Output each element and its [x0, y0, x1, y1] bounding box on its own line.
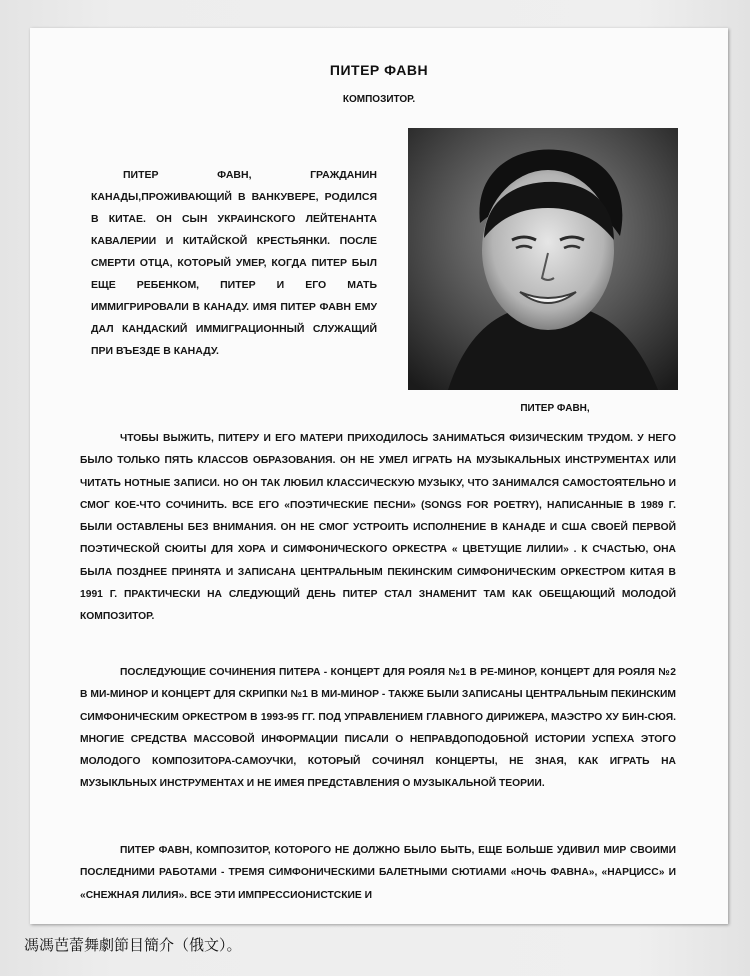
paragraph-1 — [80, 428, 676, 629]
page-subtitle: КОМПОЗИТОР. — [342, 94, 416, 105]
footer-caption: 馮馮芭蕾舞劇節目簡介（俄文）。 — [24, 936, 242, 954]
document-page — [30, 28, 728, 924]
portrait-photo — [408, 128, 678, 390]
paragraph-2-text: ПОСЛЕДУЮЩИЕ СОЧИНЕНИЯ ПИТЕРА - КОНЦЕРТ ДЛЯ РОЯЛЯ №1 В РЕ-МИНОР, КОНЦЕРТ ДЛЯ РОЯЛЯ №2 В МИ-МИНОР И КОНЦЕРТ ДЛЯ СКРИПКИ №1 В МИ-МИНОР - ТАКЖЕ БЫЛИ ЗАПИСАНЫ ЦЕНТРАЛЬНЫМ ПЕКИНСКИМ СИМФОНИЧЕСКИМ ОРКЕСТРОМ В 1993-95 ГГ. ПОД УПРАВЛЕНИЕМ ГЛАВНОГО ДИРИЖЕРА, МАЭСТРО ХУ БИН-СЮЯ. МНОГИЕ СРЕДСТВА МАССОВОЙ ИНФОРМАЦИИ ПИСАЛИ О НЕПРАВДОПОДОБНОЙ ИСТОРИИ УСПЕХА ЭТОГО МОЛОДОГО КОМПОЗИТОРА-САМОУЧКИ, КОТОРЫЙ СОЧИНЯЛ КОНЦЕРТЫ, НЕ ЗНАЯ, КАК ИГРАТЬ НА МУЗЫКЛЬНЫХ ИНСТРУМЕНТАХ И НЕ ИМЕЯ ПРЕДСТАВЛЕНИЯ О МУЗЫКАЛЬНОЙ ТЕОРИИ. — [80, 667, 676, 790]
paragraph-1-text: ЧТОБЫ ВЫЖИТЬ, ПИТЕРУ И ЕГО МАТЕРИ ПРИХОДИЛОСЬ ЗАНИМАТЬСЯ ФИЗИЧЕСКИМ ТРУДОМ. У НЕГО БЫЛО ТОЛЬКО ПЯТЬ КЛАССОВ ОБРАЗОВАНИЯ. ОН НЕ УМЕЛ ИГРАТЬ НА МУЗЫКАЛЬНЫХ ИНСТРУМЕНТАХ ИЛИ ЧИТАТЬ НОТНЫЕ ЗАПИСИ. НО ОН ТАК ЛЮБИЛ КЛАССИЧЕСКУЮ МУЗЫКУ, ЧТО ЗАНИМАЛСЯ САМОСТОЯТЕЛЬНО И СМОГ КОЕ-ЧТО СОЧИНИТЬ. ВСЕ ЕГО «ПОЭТИЧЕСКИЕ ПЕСНИ» (SONGS FOR POETRY), НАПИСАННЫЕ В 1989 Г. БЫЛИ ОСТАВЛЕНЫ БЕЗ ВНИМАНИЯ. ОН НЕ СМОГ УСТРОИТЬ ИСПОЛНЕНИЕ В КАНАДЕ И США СВОЕЙ ПЕРВОЙ ПОЭТИЧЕСКОЙ СЮИТЫ ДЛЯ ХОРА И СИМФОНИЧЕСКОГО ОРКЕСТРА « ЦВЕТУЩИЕ ЛИЛИИ» . К СЧАСТЬЮ, ОНА БЫЛА ПОЗДНЕЕ ПРИНЯТА И ЗАПИСАНА ЦЕНТРАЛЬНЫМ ПЕКИНСКИМ СИМФОНИЧЕСКИМ ОРКЕСТРОМ КИТАЯ В 1991 Г. ПРАКТИЧЕСКИ НА СЛЕДУЮЩИЙ ДЕНЬ ПИТЕР СТАЛ ЗНАМЕНИТ ТАМ КАК ОБЕЩАЮЩИЙ МОЛОДОЙ КОМПОЗИТОР. — [80, 433, 676, 623]
paragraph-2 — [80, 662, 676, 796]
photo-caption: ПИТЕР ФАВН, — [520, 403, 590, 414]
page-title: ПИТЕР ФАВН — [329, 62, 429, 78]
intro-text: ПИТЕР ФАВН, ГРАЖДАНИН КАНАДЫ,ПРОЖИВАЮЩИЙ В ВАНКУВЕРЕ, РОДИЛСЯ В КИТАЕ. ОН СЫН УКРАИНСКОГО ЛЕЙТЕНАНТА КАВАЛЕРИИ И КИТАЙСКОЙ КРЕСТЬЯНКИ. ПОСЛЕ СМЕРТИ ОТЦА, КОТОРЫЙ УМЕР, КОГДА ПИТЕР БЫЛ ЕЩЕ РЕБЕНКОМ, ПИТЕР И ЕГО МАТЬ ИММИГРИРОВАЛИ В КАНАДУ. ИМЯ ПИТЕР ФАВН ЕМУ ДАЛ КАНДАСКИЙ ИММИГРАЦИОННЫЙ СЛУЖАЩИЙ ПРИ ВЪЕЗДЕ В КАНАДУ. — [91, 169, 377, 357]
paragraph-3-text: ПИТЕР ФАВН, КОМПОЗИТОР, КОТОРОГО НЕ ДОЛЖНО БЫЛО БЫТЬ, ЕЩЕ БОЛЬШЕ УДИВИЛ МИР СВОИМИ ПОСЛЕДНИМИ РАБОТАМИ - ТРЕМЯ СИМФОНИЧЕСКИМИ БАЛЕТНЫМИ СЮТИАМИ «НОЧЬ ФАВНА», «НАРЦИСС» И «СНЕЖНАЯ ЛИЛИЯ». ВСЕ ЭТИ ИМПРЕССИОНИСТСКИЕ И — [80, 845, 676, 901]
paragraph-3 — [80, 840, 676, 907]
intro-paragraph — [91, 164, 377, 362]
